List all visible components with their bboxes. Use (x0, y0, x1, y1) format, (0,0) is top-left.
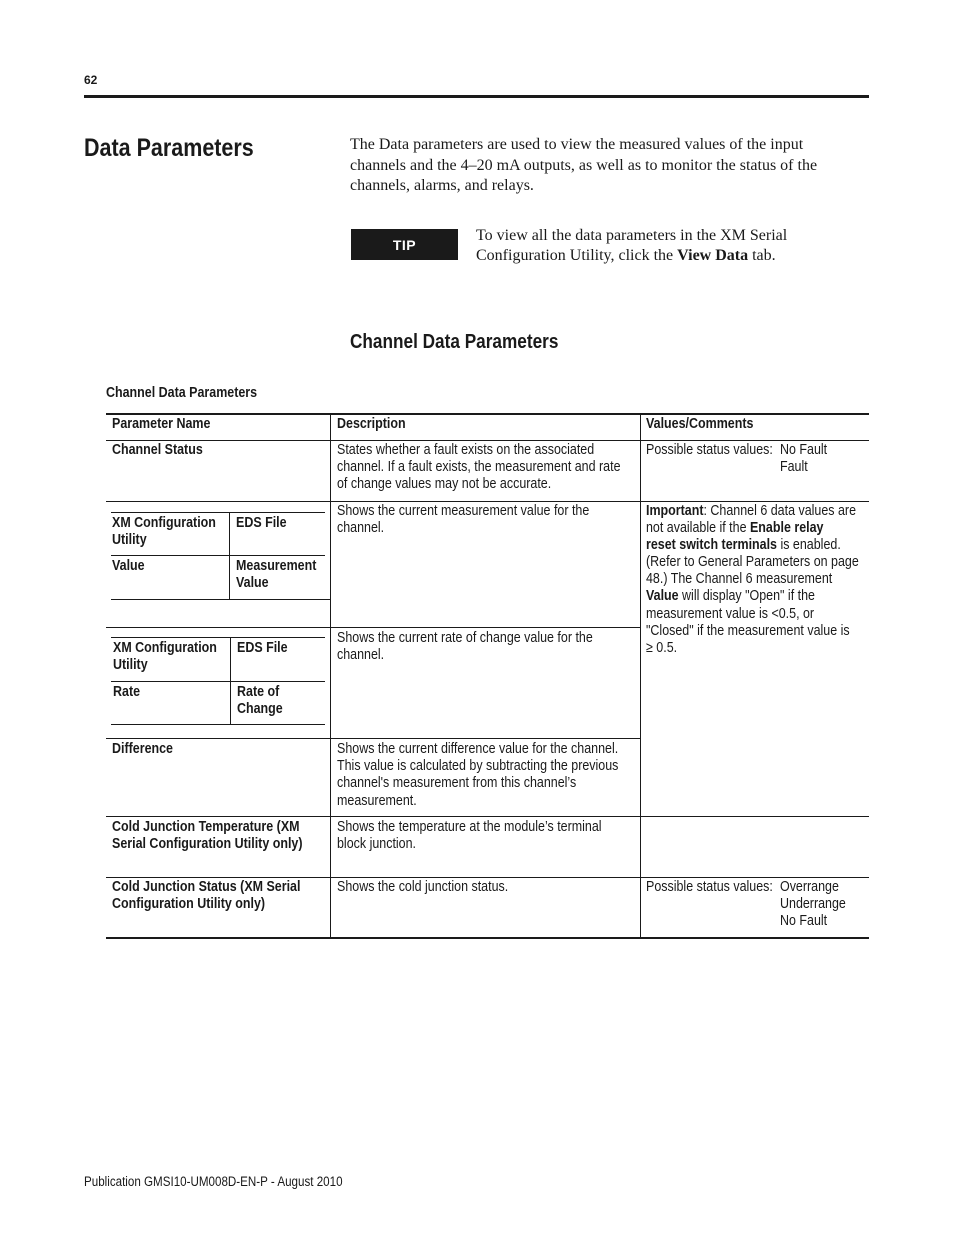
nested-header-eds-file: EDS File (236, 515, 287, 531)
param-measurement-value: Measurement Value (236, 558, 317, 592)
section-title: Data Parameters (84, 134, 254, 162)
desc-cold-junction-status: Shows the cold junction status. (337, 879, 509, 895)
important-note: Important: Channel 6 data values are not available if the Enable relay reset switch terminals is enabled. (Refer to General Parameters on page 48.) The Channel 6 measurement Value will display "Open" if the measurement value is <0.5, or "Closed" if the measurement value is ≥ 0.5. (646, 503, 859, 656)
param-value: Value (112, 558, 145, 574)
param-rate: Rate (113, 684, 141, 700)
param-cold-junction-temperature: Cold Junction Temperature (XM Serial Configuration Utility only) (112, 819, 303, 853)
nested-header-xm-utility: XM Configuration Utility (113, 640, 217, 674)
row-rule (106, 627, 640, 628)
page-number: 62 (84, 73, 98, 87)
header-rule (106, 440, 869, 441)
table-caption: Channel Data Parameters (106, 385, 258, 401)
subsection-title: Channel Data Parameters (350, 331, 559, 353)
param-channel-status: Channel Status (112, 442, 203, 458)
values-channel-status-list: No Fault Fault (780, 442, 828, 476)
footer-publication: Publication GMSI10-UM008D-EN-P - August 2010 (84, 1174, 343, 1189)
tip-badge: TIP (351, 229, 458, 260)
tip-text: To view all the data parameters in the XM Serial Configuration Utility, click the View Data tab. (476, 227, 788, 264)
desc-cold-junction-temperature: Shows the temperature at the module’s terminal block junction. (337, 819, 602, 853)
header-parameter-name: Parameter Name (112, 416, 211, 432)
row-rule (106, 738, 640, 739)
values-cold-junction-status-list: Overrange Underrange No Fault (780, 879, 846, 930)
row-rule (106, 816, 869, 817)
desc-difference: Shows the current difference value for the channel. This value is calculated by subtracting the previous channel's measurement from this channel’s measurement. (337, 741, 619, 809)
nested-rule (111, 555, 325, 556)
nested-rule (111, 724, 325, 725)
column-divider (330, 414, 331, 938)
desc-channel-status: States whether a fault exists on the associated channel. If a fault exists, the measurement and rate of change values may not be accurate. (337, 442, 621, 493)
table-top-rule (106, 413, 869, 415)
desc-value: Shows the current measurement value for the channel. (337, 503, 590, 537)
nested-rule (111, 599, 330, 600)
table-bottom-rule (106, 937, 869, 939)
desc-rate: Shows the current rate of change value for the channel. (337, 630, 593, 664)
nested-header-xm-utility: XM Configuration Utility (112, 515, 216, 549)
nested-rule (111, 637, 325, 638)
header-values-comments: Values/Comments (646, 416, 754, 432)
values-cold-junction-status-label: Possible status values: (646, 879, 773, 895)
nested-header-eds-file: EDS File (237, 640, 288, 656)
param-cold-junction-status: Cold Junction Status (XM Serial Configuration Utility only) (112, 879, 301, 913)
values-channel-status-label: Possible status values: (646, 442, 773, 458)
tip-view-data: View Data (677, 247, 749, 264)
param-rate-of-change: Rate of Change (237, 684, 283, 718)
param-difference: Difference (112, 741, 173, 757)
nested-rule (111, 681, 325, 682)
top-rule (84, 95, 869, 98)
row-rule (106, 501, 869, 502)
header-description: Description (337, 416, 406, 432)
nested-rule (111, 512, 325, 513)
intro-paragraph: The Data parameters are used to view the measured values of the input channels and the 4–20 mA outputs, as well as to monitor the status of the channels, alarms, and relays. (350, 136, 818, 194)
row-rule (106, 877, 869, 878)
